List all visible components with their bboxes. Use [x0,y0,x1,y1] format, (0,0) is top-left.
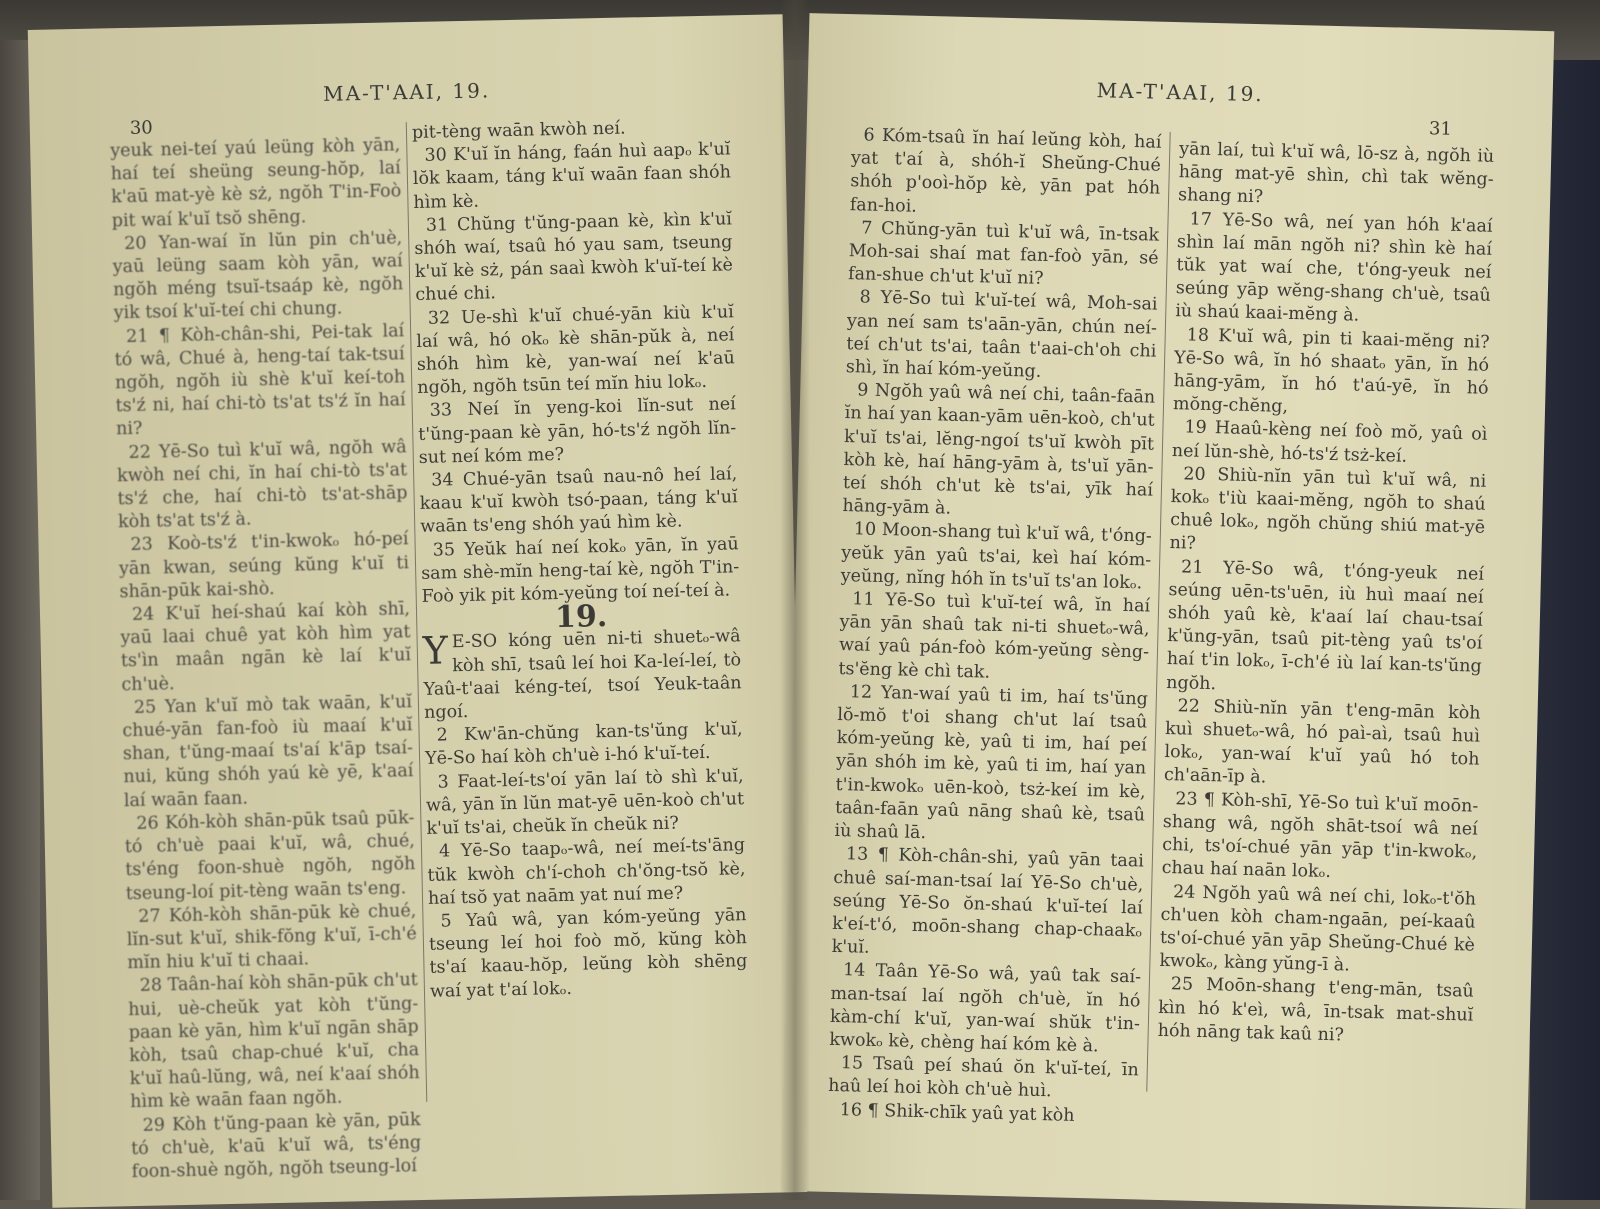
verse: yeuk nei-teí yaú leüng kòh yān, haí teí sheüng seung-hŏp, laí k'aū mat-yè kè sż, ngŏh T'in-Foò pit waí k'uĭ tsŏ shēng. [110,135,402,231]
verse: 33 Neí ĭn yeng-koi lĭn-sut neí t'ŭng-paan kè yān, hó-ts'ź ngŏh lĭn-sut neí kóm me? [418,394,737,468]
verse: 23 ¶ Kòh-shī, Yē-So tuì k'uĭ moōn-shang wâ, ngŏh shāt-tsoí wâ neí chi, ts'oí-chué yān yāp t'in-kwokₒ, chau haí naān lokₒ. [1161,788,1479,883]
verse: 25 Moōn-shang t'eng-mān, tsaû kìn hó k'eì, wâ, īn-tsak mat-shuĭ hóh nāng tak kaû ni? [1157,974,1475,1046]
verse: 4 Yē-So taapₒ-wâ, neí meí-ts'āng tŭk kwòh ch'í-choh ch'ŏng-tsŏ kè, haí tsŏ yat naām yat nuí me? [427,835,746,909]
verse: 2 Kw'ān-chŭng kan-ts'ŭng k'uĭ, Yē-So haí kòh ch'uè i-hó k'uĭ-teí. [424,719,743,770]
verse: 26 Kóh-kòh shān-pūk tsaû pūk-tó ch'uè paai k'uĭ, wâ, chué, ts'éng foon-shuè ngŏh, ngŏh tseung-loí pit-tèng waān ts'eng. [124,808,416,904]
verse: 18 K'uĭ wâ, pin ti kaai-mĕng ni? Yē-So wâ, ĭn hó shaatₒ yān, ĭn hó hāng-yām, ĭn hó t'aú-yē, ĭn hó mŏng-chĕng, [1172,325,1490,418]
verse: pit-tèng waān kwòh neí. [411,118,626,144]
verse: 13 ¶ Kòh-chân-shi, yaû yān taai chuê saí-man-tsaí laí Yē-So ch'uè, seúng Yē-So ŏn-shaú k'uĭ-teí laí k'eí-t'ó, moōn-shang chap-chaakₒ k'uĭ. [831,844,1145,958]
verse: 8 Yē-So tuì k'uĭ-teí wâ, Moh-sai yan neí sam ts'aān-yān, chún neí-teí ch'ut ts'ai, taân t'aai-ch'oh chi shì, ĭn haí kóm-yeŭng. [845,287,1158,382]
verse: 20 Shiù-nĭn yān tuì k'uĭ wâ, ni kokₒ t'iù kaai-mĕng, ngŏh to shaú chuê lokₒ, ngŏh chŭng shiú mat-yē ni? [1169,464,1487,555]
verse: 34 Chué-yān tsaû nau-nô heí laí, kaau k'uĭ kwòh tsó-paan, táng k'uĭ waān ts'eng shóh yaú hìm kè. [419,464,738,538]
verse: 21 Yē-So wâ, t'óng-yeuk neí seúng uēn-ts'uēn, iù huì maaí neí shóh yaû kè, k'aaí laí chau-tsaí k'ŭng-yān, tsaû pit-tèng yaû ts'oí haí t'in lokₒ, ī-ch'é iù laí kan-ts'ŭng ngŏh. [1166,556,1485,694]
verse: 20 Yan-waí ĭn lŭn pin ch'uè, yaū leüng saam kòh yān, waí ngŏh méng tsuĭ-tsaáp kè, ngŏh yik tsoí k'uĭ-teí chi chung. [112,228,404,324]
verse: 11 Yē-So tuì k'uĭ-teí wâ, ĭn haí yān yān shaû tak ni-ti shuetₒ-wâ, waí yaû pán-foò kóm-yeŭng sèng-ts'ĕng kè chì tak. [838,589,1151,683]
verse: 12 Yan-waí yaû ti im, haí ts'ŭng lŏ-mŏ t'oi shang ch'ut laí tsaû kóm-yeŭng kè, yaû ti im, haí peí yān shóh im kè, yaû ti im, haí yan t'in-kwokₒ uēn-koò, tsż-keí im kè, taân-faān yaû nāng shaû kè, tsaû iù shaû lā. [834,682,1149,844]
verse: 22 Shiù-nĭn yān t'eng-mān kòh kuì shuetₒ-wâ, hó paì-aì, tsaû huì lokₒ, yan-waí k'uĭ yaû hó toh ch'aān-īp à. [1163,696,1481,788]
verse: 24 Ngŏh yaû wâ neí chi, lokₒ-t'ŏh ch'uen kòh cham-ngaān, peí-kaaû ts'oí-chué yān yāp Sheŭng-Chué kè kwokₒ, kàng yŭng-ī à. [1159,881,1477,976]
verse: 16 ¶ Shik-chīk yaû yat kòh [839,1099,1075,1126]
verse: 5 Yaû wâ, yan kóm-yeŭng yān tseung leí hoi foò mŏ, kŭng kòh ts'aí kaau-hŏp, leŭng kòh shēng waí yat t'aí lokₒ. [428,905,748,1002]
running-head: MA-T'AAI, 19. [322,78,491,106]
verse: 27 Kóh-kòh shān-pūk kè chué, lĭn-sut k'uĭ, shik-fŏng k'uĭ, ī-ch'é mĭn hiu k'uĭ ti chaai. [126,900,417,974]
verse: 28 Taân-haí kòh shān-pūk ch'ut hui, uè-cheŭk yat kòh t'ŭng-paan kè yān, hìm k'uĭ ngān shāp kòh, tsaû chap-chué k'uĭ, cha k'uĭ haû-lŭng, wâ, neí k'aaí shóh hìm kè waān faan ngŏh. [128,970,420,1113]
verse: 30 K'uĭ ĭn háng, faán huì aapₒ k'uĭ lŏk kaam, táng k'uĭ waān faan shóh hìm kè. [412,139,732,213]
verse: 15 Tsaû peí shaú ŏn k'uĭ-teí, īn haû leí hoi kòh ch'uè huì. [828,1053,1140,1102]
text-column-2 [412,115,748,1003]
verse: YE-SO kóng uēn ni-ti shuetₒ-wâ kòh shī, tsaû leí hoi Ka-leí-leí, tò Yaû-t'aai kéng-teí, tsoí Yeuk-taân ngoí. [422,626,742,723]
text-column-1 [827,124,1161,1129]
chapter-number: 19. [554,599,608,636]
verse: 6 Kóm-tsaû ĭn haí leŭng kòh, haí yat t'aí à, shóh-ĭ Sheŭng-Chué shóh p'ooì-hŏp kè, yān pat hóh fan-hoi. [849,125,1162,217]
verse: 10 Moon-shang tuì k'uĭ wâ, t'óng-yeŭk yān yaû ts'ai, keì haí kóm-yeŭng, nĭng hóh ĭn ts'uĭ ts'an lokₒ. [840,519,1153,594]
verse: 21 ¶ Kòh-chân-shi, Pei-tak laí tó wâ, Chué à, heng-taí tak-tsuí ngŏh, ngŏh iù shè k'uĭ keí-toh ts'ź ni, haí chi-tò ts'at ts'ź ĭn haí ni? [114,320,406,440]
left-page [28,14,808,1208]
page-number: 30 [129,117,153,139]
verse: 23 Koò-ts'ź t'in-kwokₒ hó-peí yān kwan, seúng kŭng k'uĭ ti shān-pūk kai-shò. [118,529,410,603]
verse: 29 Kòh t'ŭng-paan kè yān, pūk tó ch'uè, k'aū k'uĭ wâ, ts'éng foon-shuè ngŏh, ngŏh tseung-loí [130,1109,422,1183]
verse: 25 Yan k'uĭ mò tak waān, k'uĭ chué-yān fan-foò iù maaí k'uĭ shan, t'ŭng-maaí ts'aí k'āp tsaí-nui, kŭng shóh yaú kè yē, k'aaí laí waān faan. [122,692,414,811]
verse: 9 Ngŏh yaû wâ neí chi, taân-faān ĭn haí yan kaan-yām uēn-koò, ch'ut k'uĭ ts'ai, lĕng-ngoí ts'uĭ kwòh pīt kòh kè, haí hāng-yām à, ts'uĭ yān-teí shóh ch'ut kè ts'ai, yīk haí hāng-yām à. [842,380,1156,519]
verse: 19 Haaû-kèng neí foò mŏ, yaû oì neí lŭn-shè, hó-ts'ź tsż-keí. [1171,417,1488,467]
text-column-1 [110,134,422,1184]
right-page [781,13,1555,1209]
verse: yān laí, tuì k'uĭ wâ, lō-sz à, ngŏh iù hāng mat-yē shìn, chì tak wĕng-shang ni? [1177,139,1495,208]
verse: 24 K'uĭ heí-shaú kaí kòh shī, yaū laai chuê yat kòh hìm yat ts'ìn maân ngān kè laí k'uĭ ch'uè. [120,599,412,695]
verse: 14 Taân Yē-So wâ, yaû tak saí-man-tsaí laí ngŏh ch'uè, ĭn hó kàm-chí k'uĭ, yan-waí shŭk t'in-kwokₒ kè, chèng haí kóm kè à. [829,960,1142,1057]
verse: 7 Chŭng-yān tuì k'uĭ wâ, īn-tsak Moh-sai shaí mat fan-foò yān, sé fan-shue ch'ut k'uĭ ni? [847,218,1160,290]
verse: 17 Yē-So wâ, neí yan hóh k'aaí shìn laí mān ngŏh ni? shìn kè haí tŭk yat waí che, t'óng-yeuk neí seúng yāp wĕng-shang ch'uè, tsaû iù shaú kaai-mĕng à. [1175,209,1493,327]
verse: 3 Faat-leí-ts'oí yān laí tò shì k'uĭ, wâ, yān ĭn lŭn mat-yē uēn-koò ch'ut k'uĭ ts'ai, cheŭk ĭn cheŭk ni? [425,765,745,839]
running-head: MA-T'AAI, 19. [1096,78,1265,107]
verse: 32 Ue-shì k'uĭ chué-yān kiù k'uĭ laí wâ, hó okₒ kè shān-pŭk à, neí shóh hìm kè, yan-waí neí k'aū ngŏh, ngŏh tsūn teí mĭn hiu lokₒ. [416,301,735,399]
page-number: 31 [1428,118,1453,140]
verse: 31 Chŭng t'ŭng-paan kè, kìn k'uĭ shóh waí, tsaû hó yau sam, tseung k'uĭ kè sż, pán saaì kwòh k'uĭ-teí kè chué chi. [414,209,734,306]
text-column-2 [1157,138,1494,1050]
verse: 22 Yē-So tuì k'uĭ wâ, ngŏh wâ kwòh neí chi, ĭn haí chi-tò ts'at ts'ź che, haí chi-tò ts'at-shāp kòh ts'at ts'ź à. [116,436,408,533]
verse: 35 Yeŭk haí neí kokₒ yān, ĭn yaū sam shè-mĭn heng-taí kè, ngŏh T'in-Foò yik pit kóm-yeŭng toí neí-teí à. [421,533,740,607]
